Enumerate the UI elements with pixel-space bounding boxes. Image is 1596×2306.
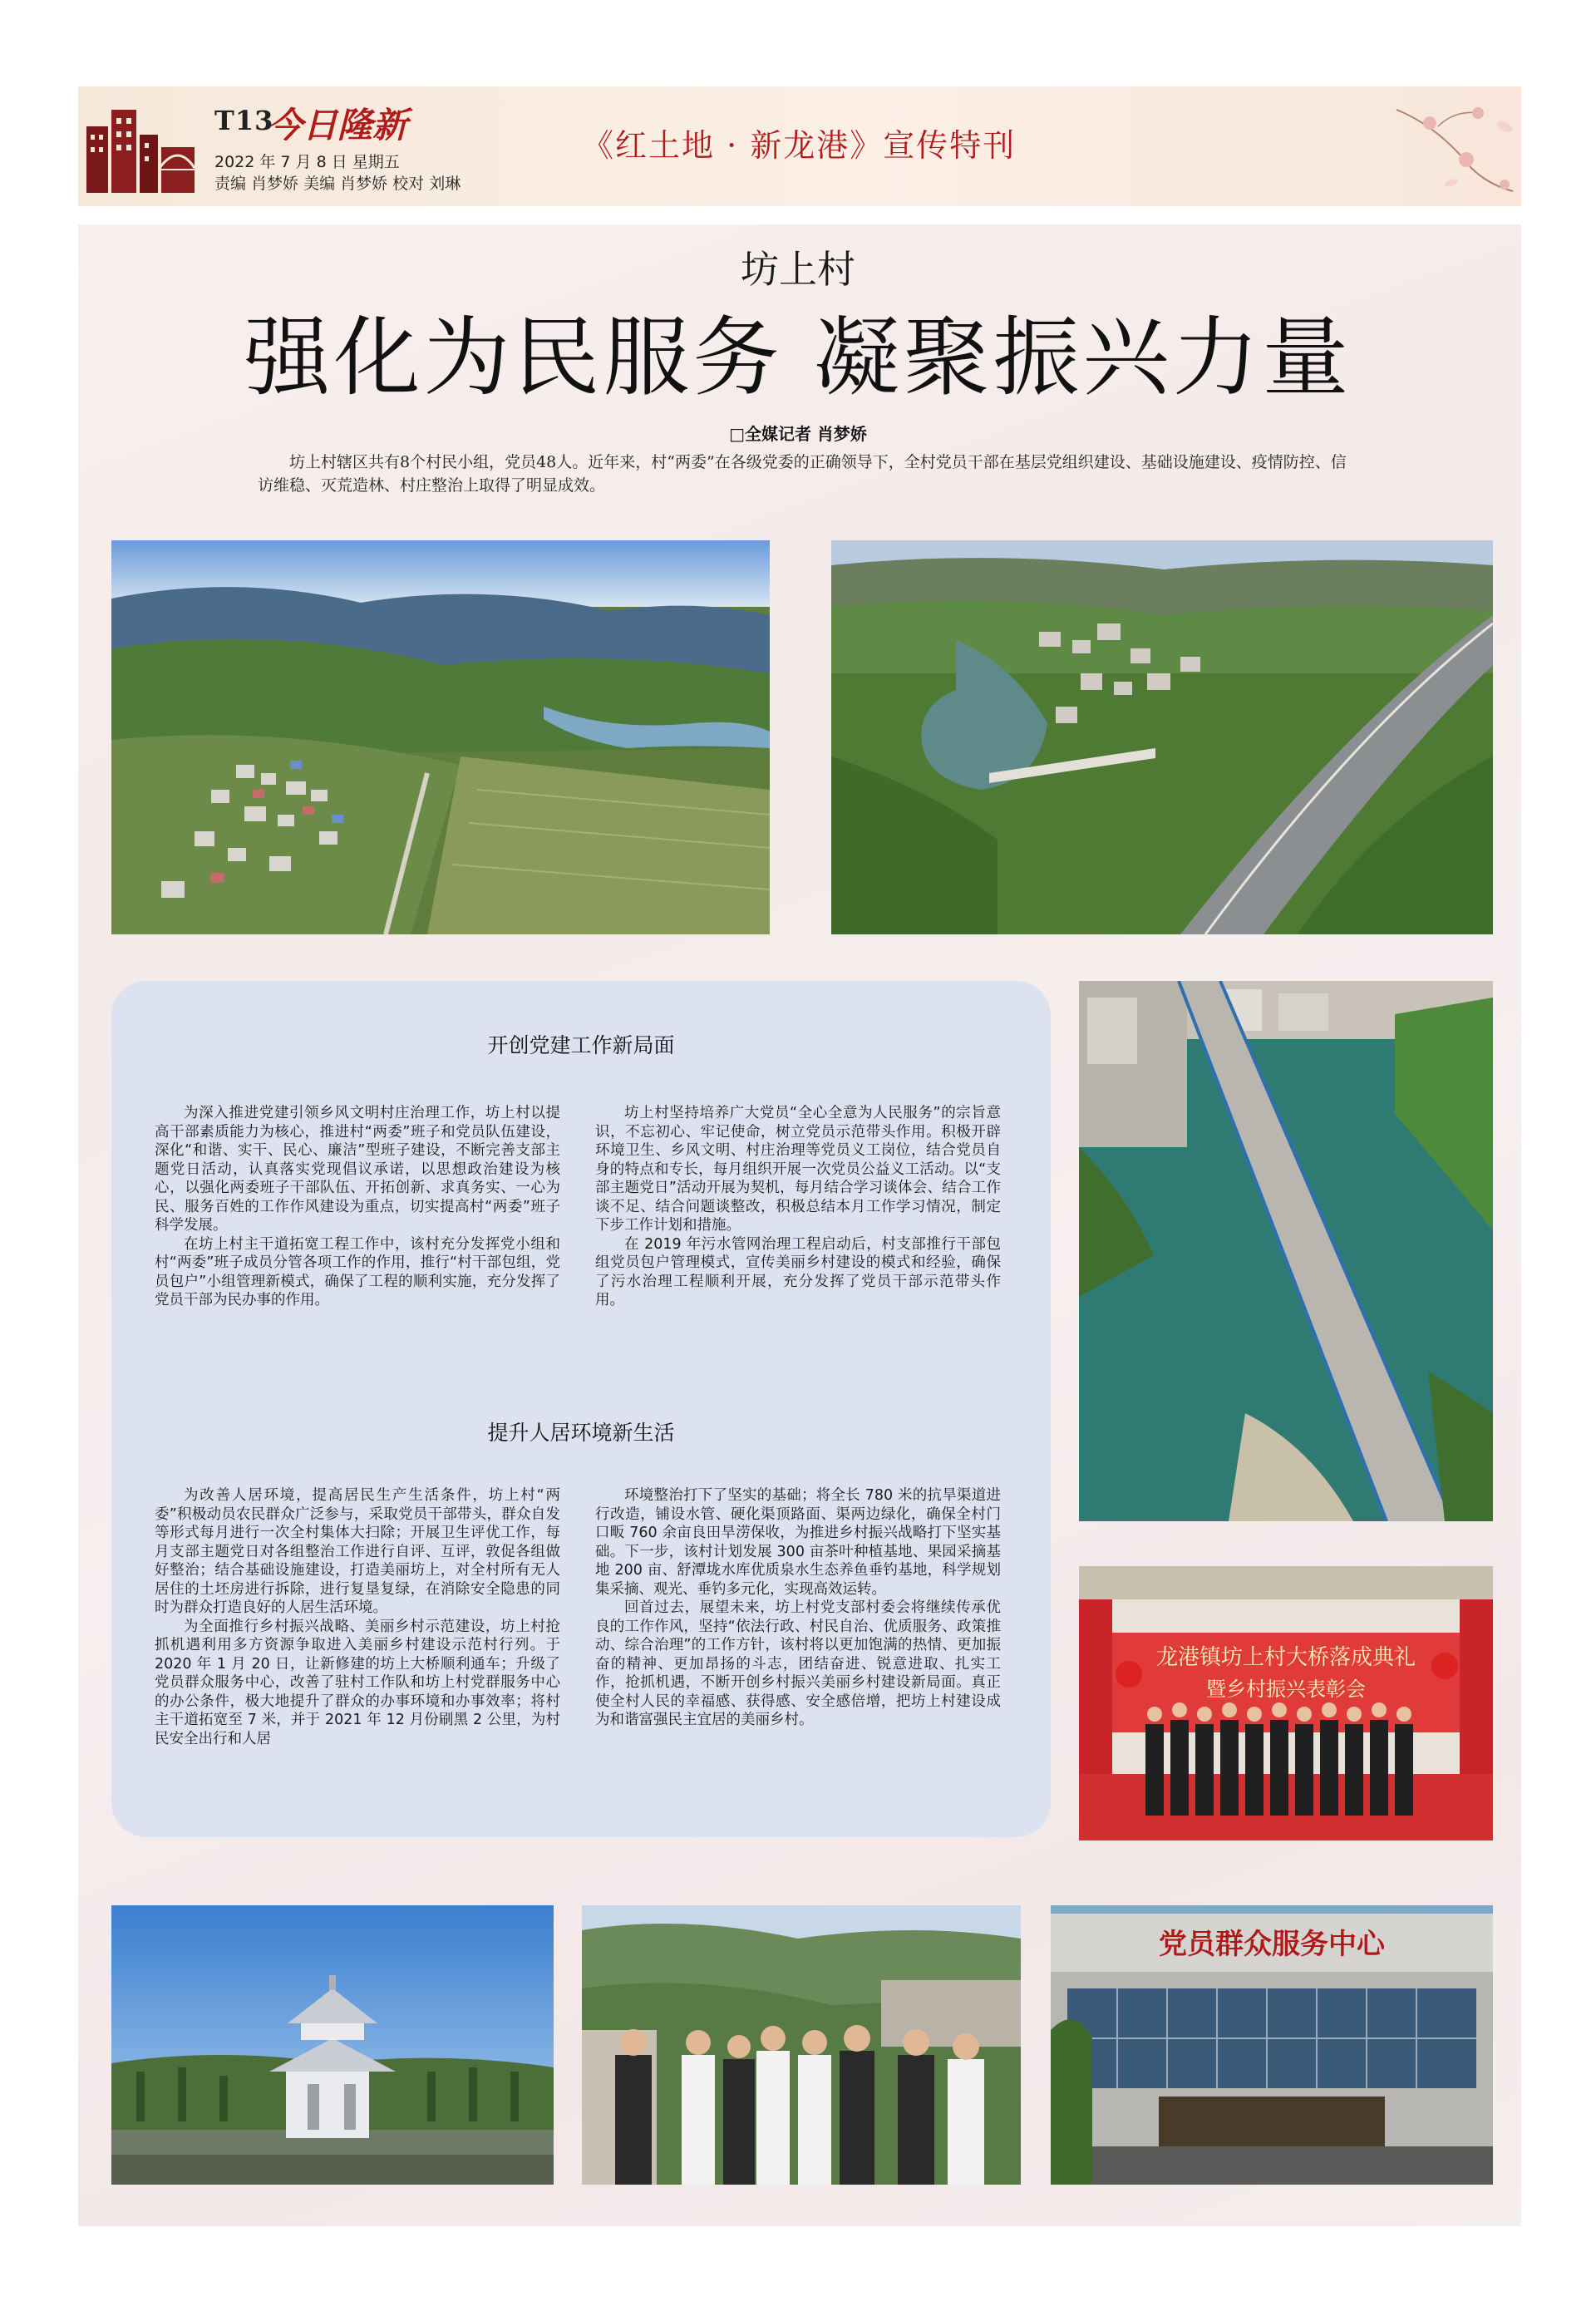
newspaper-name: 今日隆新	[268, 105, 408, 145]
editor-credits: 责编 肖梦娇 美编 肖梦娇 校对 刘琳	[214, 175, 461, 193]
article-byline: □全媒记者 肖梦娇	[729, 424, 867, 444]
page-number: T13	[214, 105, 274, 136]
photo-party-oath	[582, 1905, 1021, 2185]
article-kicker: 坊上村	[741, 247, 855, 292]
photo-bridge-over-river	[1079, 981, 1493, 1521]
photo-pavilion	[111, 1905, 554, 2185]
section-title-living-environment: 提升人居环境新生活	[487, 1421, 675, 1445]
section1-left-column	[155, 1104, 560, 1310]
paragraph: 环境整治打下了坚实的基础；将全长 780 米的抗旱渠道进行改造，铺设水管、硬化渠顶路面、渠两边绿化，确保全村门口畈 760 余亩良田旱涝保收，为推进乡村振兴战略打下坚实基础。下一步，该村计划发展 300 亩茶叶种植基地、果园采摘基地 200 亩、舒潭垅水库优质泉水生态养鱼垂钓基地，科学规划集采摘、观光、垂钓多元化，实现高效运转。	[595, 1487, 1001, 1598]
section1-right-column	[595, 1104, 1001, 1310]
newspaper-logo-building-icon	[86, 101, 196, 193]
paragraph: 在坊上村主干道拓宽工程工作中，该村充分发挥党小组和村“两委”班子成员分管各项工作的作用，推行“村干部包组，党员包户”小组管理新模式，确保了工程的顺利实施，充分发挥了党员干部为民办事的作用。	[155, 1235, 560, 1308]
photo-service-center	[1051, 1905, 1493, 2185]
paragraph: 为全面推行乡村振兴战略、美丽乡村示范建设，坊上村抢抓机遇利用多方资源争取进入美丽乡村建设示范村行列。于 2020 年 1 月 20 日，让新修建的坊上大桥顺利通车；升级了党员群众服务中心，改善了驻村工作队和坊上村党群服务中心的办公条件，极大地提升了群众的办事环境和办事效率；将村主干道拓宽至 7 米，并于 2021 年 12 月份刷黑 2 公里，为村民安全出行和人居	[155, 1618, 560, 1747]
paragraph: 为改善人居环境，提高居民生产生活条件，坊上村“两委”积极动员农民群众广泛参与，采取党员干部带头，群众自发等形式每月进行一次全村集体大扫除；开展卫生评优工作，每月支部主题党日对各组整治工作进行自评、互评，敦促各组做好整治；结合基础设施建设，打造美丽坊上，对全村所有无人居住的土坯房进行拆除，进行复垦复绿，在消除安全隐患的同时为群众打造良好的人居生活环境。	[155, 1487, 560, 1616]
section2-right-column	[595, 1486, 1001, 1730]
section-title-party-building: 开创党建工作新局面	[487, 1033, 675, 1057]
issue-date: 2022 年 7 月 8 日 星期五	[214, 153, 400, 171]
photo-aerial-bridge-highway	[831, 540, 1493, 934]
paragraph: 坊上村坚持培养广大党员“全心全意为人民服务”的宗旨意识，不忘初心、牢记使命，树立党员示范带头作用。积极开辟环境卫生、乡风文明、村庄治理等党员义工岗位，结合党员自身的特点和专长，每月组织开展一次党员公益义工活动。以“支部主题党日”活动开展为契机，每月结合学习谈体会、结合工作谈不足、结合问题谈整改，积极总结本月工作学习情况，制定下步工作计划和措施。	[595, 1105, 1001, 1234]
article-lead: 坊上村辖区共有8个村民小组，党员48人。近年来，村“两委”在各级党委的正确领导下，全村党员干部在基层党组织建设、基础设施建设、疫情防控、信访维稳、灭荒造林、村庄整治上取得了明显成效。	[258, 453, 1347, 495]
paragraph: 在 2019 年污水管网治理工程启动后，村支部推行干部包组党员包户管理模式，宣传美丽乡村建设的模式和经验，确保了污水治理工程顺利开展，充分发挥了党员干部示范带头作用。	[595, 1235, 1001, 1308]
blossom-decoration-icon	[1380, 93, 1521, 200]
ceremony-banner-line2: 暨乡村振兴表彰会	[1206, 1678, 1366, 1701]
service-center-sign: 党员群众服务中心	[1159, 1928, 1385, 1961]
photo-bridge-ceremony	[1079, 1566, 1493, 1840]
section2-left-column	[155, 1486, 560, 1748]
paragraph: 回首过去，展望未来，坊上村党支部村委会将继续传承优良的工作作风，坚持“依法行政、村民自治、优质服务、政策推动、综合治理”的工作方针，该村将以更加饱满的热情、更加振奋的精神、更加昂扬的斗志，团结奋进、锐意进取、扎实工作，抢抓机遇，不断开创乡村振兴美丽乡村建设新局面。真正使全村人民的幸福感、获得感、安全感倍增，把坊上村建设成为和谐富强民主宜居的美丽乡村。	[595, 1599, 1001, 1728]
ceremony-banner-line1: 龙港镇坊上村大桥落成典礼	[1155, 1645, 1416, 1670]
article-headline: 强化为民服务 凝聚振兴力量	[244, 307, 1352, 408]
paragraph: 为深入推进党建引领乡风文明村庄治理工作，坊上村以提高干部素质能力为核心，推进村“两委”班子和党员队伍建设，深化“和谐、实干、民心、廉洁”型班子建设，不断完善支部主题党日活动，认真落实党现倡议承诺，以思想政治建设为核心，以强化两委班子干部队伍、开拓创新、求真务实、一心为民、服务百姓的工作作风建设为重点，切实提高村“两委”班子科学发展。	[155, 1105, 560, 1234]
special-edition-title: 《红土地 · 新龙港》宣传特刊	[582, 127, 1017, 164]
photo-aerial-village	[111, 540, 770, 934]
